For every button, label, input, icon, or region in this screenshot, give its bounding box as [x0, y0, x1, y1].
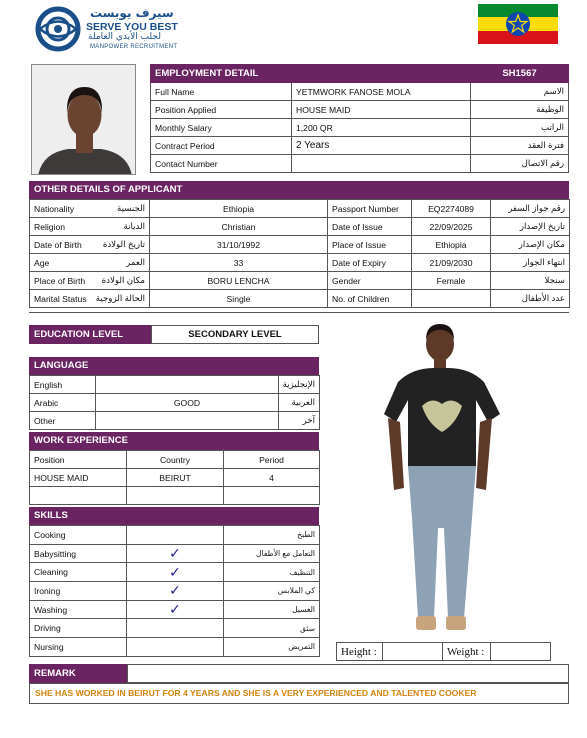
detail-label: No. of Children — [328, 290, 412, 308]
detail-label: Religion — [30, 218, 92, 236]
employment-row-salary — [151, 119, 569, 137]
detail-label: Date of Issue — [328, 218, 412, 236]
detail-label: Marital Status — [30, 290, 92, 308]
detail-arabic-label: مكان الولادة — [92, 272, 150, 290]
skill-arabic-name: كي الملابس — [224, 582, 320, 601]
detail-value: 33 — [150, 254, 328, 272]
contract-value: 2 Years — [292, 137, 471, 155]
contact-value — [292, 155, 471, 173]
employment-row-full-name — [151, 83, 569, 101]
skill-row — [30, 526, 320, 545]
work-period: 4 — [224, 469, 320, 487]
detail-label: Date of Expiry — [328, 254, 412, 272]
detail-value: 31/10/1992 — [150, 236, 328, 254]
height-label: Height : — [337, 643, 383, 661]
detail-label: Nationality — [30, 200, 92, 218]
language-name: Arabic — [30, 394, 96, 412]
detail-value: 21/09/2030 — [412, 254, 491, 272]
contract-arabic-label: فترة العقد — [471, 137, 569, 155]
skill-name: Cleaning — [30, 563, 127, 582]
contact-arabic-label: رقم الاتصال — [471, 155, 569, 173]
skill-check-cell — [127, 526, 224, 545]
language-level — [96, 412, 279, 430]
work-position — [30, 487, 127, 505]
skill-checkmark-icon: ✓ — [127, 600, 224, 619]
language-name: Other — [30, 412, 96, 430]
language-row — [30, 412, 320, 430]
other-details-table — [29, 199, 570, 308]
skill-row — [30, 563, 320, 582]
salary-label: Monthly Salary — [151, 119, 292, 137]
skill-arabic-name: سئق — [224, 619, 320, 638]
language-row — [30, 394, 320, 412]
skill-arabic-name: الطبخ — [224, 526, 320, 545]
brand-name: SERVE YOU BEST — [86, 21, 178, 33]
remark-text-box — [29, 683, 569, 704]
work-experience-row — [30, 487, 320, 505]
skills-table — [29, 525, 320, 657]
language-arabic-name: الإنجليزية — [279, 376, 320, 394]
detail-label: Gender — [328, 272, 412, 290]
detail-value: EQ2274089 — [412, 200, 491, 218]
detail-arabic-label: الديانة — [92, 218, 150, 236]
education-level-value: SECONDARY LEVEL — [151, 325, 319, 344]
applicant-full-body-photo — [352, 318, 512, 640]
other-details-row — [30, 290, 570, 308]
full-name-arabic-label: الاسم — [471, 83, 569, 101]
work-col-position: Position — [30, 451, 127, 469]
education-level-label: EDUCATION LEVEL — [29, 325, 151, 344]
measurements-table — [336, 642, 551, 661]
applicant-code: SH1567 — [471, 65, 569, 83]
skill-name: Washing — [30, 600, 127, 619]
detail-arabic-label: مكان الإصدار — [491, 236, 570, 254]
detail-label: Place of Issue — [328, 236, 412, 254]
skill-checkmark-icon: ✓ — [127, 582, 224, 601]
full-name-label: Full Name — [151, 83, 292, 101]
other-details-row — [30, 236, 570, 254]
work-experience-columns — [30, 451, 320, 469]
language-arabic-name: العربية — [279, 394, 320, 412]
brand-arabic-name: سيرف يوبست — [90, 6, 174, 20]
skill-name: Cooking — [30, 526, 127, 545]
remark-header: REMARK — [29, 664, 127, 683]
detail-arabic-label: تاريخ الإصدار — [491, 218, 570, 236]
language-name: English — [30, 376, 96, 394]
brand-tagline: MANPOWER RECRUITMENT — [90, 44, 178, 50]
skill-checkmark-icon: ✓ — [127, 544, 224, 563]
employment-detail-table — [150, 64, 569, 173]
work-experience-table — [29, 450, 320, 505]
salary-arabic-label: الراتب — [471, 119, 569, 137]
skill-row — [30, 544, 320, 563]
skill-name: Nursing — [30, 638, 127, 657]
work-country — [127, 487, 224, 505]
detail-value: 22/09/2025 — [412, 218, 491, 236]
language-level — [96, 376, 279, 394]
details-frame — [29, 312, 569, 313]
work-experience-header: WORK EXPERIENCE — [29, 432, 319, 450]
other-details-row — [30, 200, 570, 218]
detail-label: Age — [30, 254, 92, 272]
employment-detail-title: EMPLOYMENT DETAIL — [151, 65, 471, 83]
work-country: BEIRUT — [127, 469, 224, 487]
detail-arabic-label: سنجلا — [491, 272, 570, 290]
language-header: LANGUAGE — [29, 357, 319, 375]
detail-value — [412, 290, 491, 308]
detail-value: BORU LENCHA — [150, 272, 328, 290]
other-details-row — [30, 272, 570, 290]
ethiopia-flag-icon — [478, 4, 558, 44]
detail-arabic-label: الجنسية — [92, 200, 150, 218]
skill-row — [30, 600, 320, 619]
skill-row — [30, 619, 320, 638]
employment-row-position — [151, 101, 569, 119]
skill-arabic-name: التنظيف — [224, 563, 320, 582]
height-value — [383, 643, 443, 661]
weight-value — [491, 643, 551, 661]
full-name-value: YETMWORK FANOSE MOLA — [292, 83, 471, 101]
salary-value: 1,200 QR — [292, 119, 471, 137]
logo-mark-icon — [34, 6, 82, 52]
remark-header-extension — [127, 664, 569, 683]
employment-row-contact — [151, 155, 569, 173]
detail-label: Passport Number — [328, 200, 412, 218]
brand-arabic-tagline: لجلب الأيدي العاملة — [88, 32, 161, 42]
position-label: Position Applied — [151, 101, 292, 119]
remark-text: SHE HAS WORKED IN BEIRUT FOR 4 YEARS AND SHE IS A VERY EXPERIENCED AND TALENTED COOKER — [35, 688, 477, 698]
weight-label: Weight : — [443, 643, 491, 661]
detail-value: Ethiopia — [412, 236, 491, 254]
other-details-row — [30, 254, 570, 272]
detail-arabic-label: الحالة الزوجية — [92, 290, 150, 308]
contact-label: Contact Number — [151, 155, 292, 173]
position-arabic-label: الوظيفة — [471, 101, 569, 119]
skill-name: Babysitting — [30, 544, 127, 563]
detail-arabic-label: رقم جواز السفر — [491, 200, 570, 218]
detail-value: Single — [150, 290, 328, 308]
brand-logo — [34, 6, 194, 52]
position-value: HOUSE MAID — [292, 101, 471, 119]
contract-label: Contract Period — [151, 137, 292, 155]
flag-emblem-icon — [505, 11, 531, 37]
skill-name: Ironing — [30, 582, 127, 601]
skill-check-cell — [127, 619, 224, 638]
skill-row — [30, 638, 320, 657]
skill-check-cell — [127, 638, 224, 657]
work-position: HOUSE MAID — [30, 469, 127, 487]
work-experience-row — [30, 469, 320, 487]
detail-value: Christian — [150, 218, 328, 236]
work-period — [224, 487, 320, 505]
skill-name: Driving — [30, 619, 127, 638]
language-arabic-name: آخر — [279, 412, 320, 430]
language-level: GOOD — [96, 394, 279, 412]
language-table — [29, 375, 320, 430]
detail-label: Date of Birth — [30, 236, 92, 254]
skill-checkmark-icon: ✓ — [127, 563, 224, 582]
skill-arabic-name: التمريض — [224, 638, 320, 657]
language-row — [30, 376, 320, 394]
detail-arabic-label: انتهاء الجواز — [491, 254, 570, 272]
detail-label: Place of Birth — [30, 272, 92, 290]
skill-row — [30, 582, 320, 601]
skill-arabic-name: التعامل مع الأطفال — [224, 544, 320, 563]
detail-arabic-label: تاريخ الولادة — [92, 236, 150, 254]
detail-value: Female — [412, 272, 491, 290]
work-col-period: Period — [224, 451, 320, 469]
skill-arabic-name: الغسيل — [224, 600, 320, 619]
detail-value: Ethiopia — [150, 200, 328, 218]
skills-header: SKILLS — [29, 507, 319, 525]
work-col-country: Country — [127, 451, 224, 469]
other-details-header: OTHER DETAILS OF APPLICANT — [29, 181, 569, 199]
employment-detail-header — [151, 65, 569, 83]
employment-row-contract — [151, 137, 569, 155]
applicant-portrait-photo — [31, 64, 136, 175]
detail-arabic-label: عدد الأطفال — [491, 290, 570, 308]
other-details-row — [30, 218, 570, 236]
detail-arabic-label: العمر — [92, 254, 150, 272]
